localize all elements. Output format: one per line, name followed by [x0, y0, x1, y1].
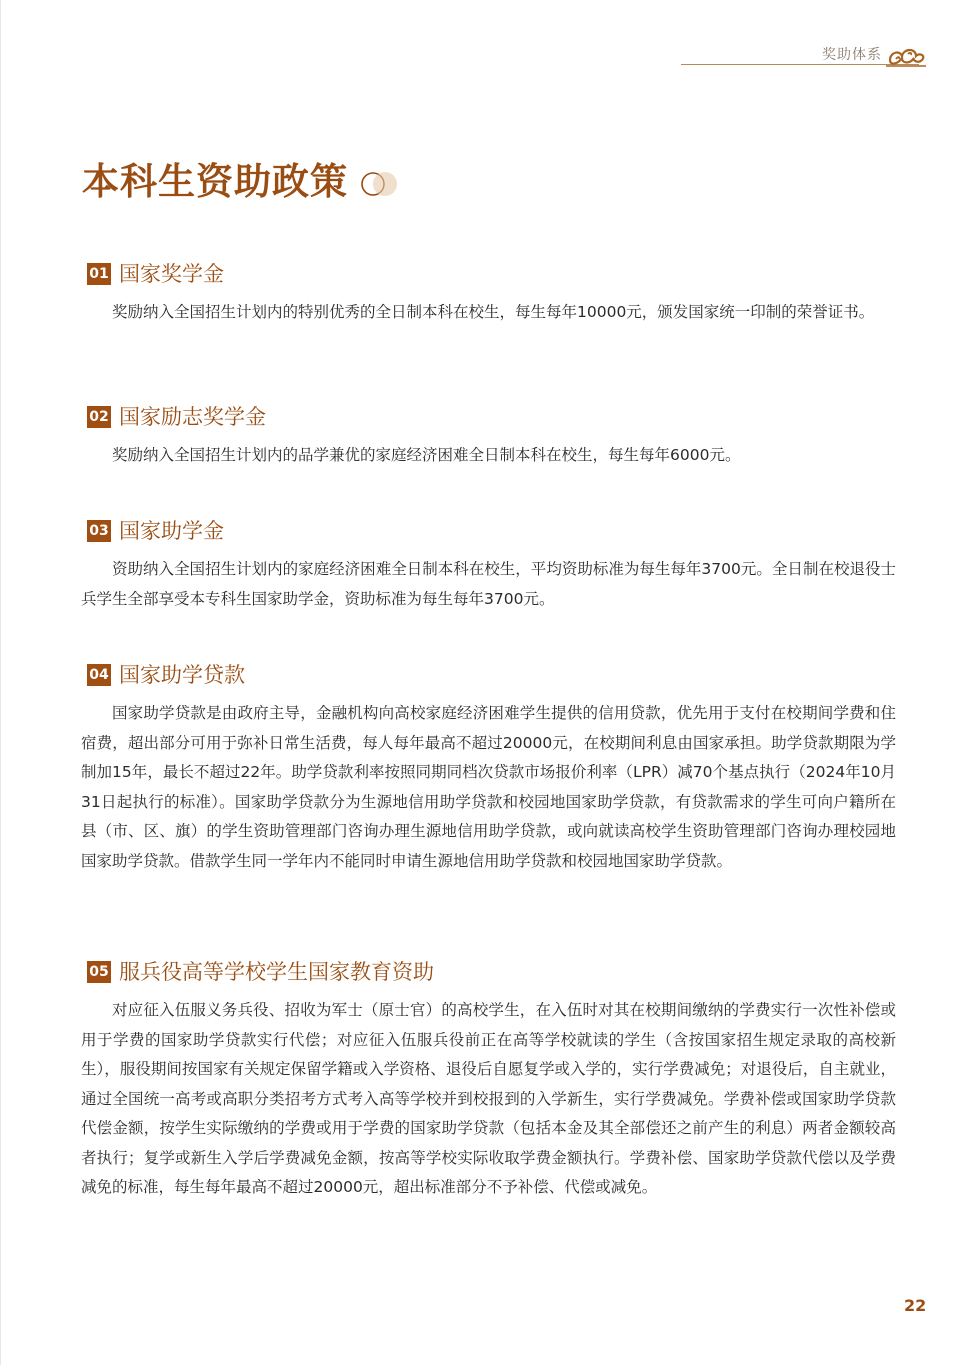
section-body: 奖励纳入全国招生计划内的品学兼优的家庭经济困难全日制本科在校生，每生每年6000元。 — [112, 446, 741, 464]
section-heading — [81, 517, 896, 547]
section-body: 对应征入伍服义务兵役、招收为军士（原士官）的高校学生，在入伍时对其在校期间缴纳的学费实行一次性补偿或用于学费的国家助学贷款实行代偿；对应征入伍服兵役前正在高等学校就读的学生（含按国家招生规定录取的高校新生），服役期间按国家有关规定保留学籍或入学资格、退役后自愿复学或入学的，实行学费减免；对退役后，自主就业，通过全国统一高考或高职分类招考方式考入高等学校并到校报到的入学新生，实行学费减免。学费补偿或国家助学贷款代偿金额，按学生实际缴纳的学费或用于学费的国家助学贷款（包括本金及其全部偿还之前产生的利息）两者金额较高者执行；复学或新生入学后学费减免金额，按高等学校实际收取学费金额执行。学费补偿、国家助学贷款代偿以及学费减免的标准，每生每年最高不超过20000元，超出标准部分不予补偿、代偿或减免。 — [81, 1001, 896, 1196]
section-body: 国家助学贷款是由政府主导，金融机构向高校家庭经济困难学生提供的信用贷款，优先用于支付在校期间学费和住宿费，超出部分可用于弥补日常生活费，每人每年最高不超过20000元，在校期间利息由国家承担。助学贷款期限为学制加15年，最长不超过22年。助学贷款利率按照同期同档次贷款市场报价利率（LPR）减70个基点执行（2024年10月31日起执行的标准）。国家助学贷款分为生源地信用助学贷款和校园地国家助学贷款，有贷款需求的学生可向户籍所在县（市、区、旗）的学生资助管理部门咨询办理生源地信用助学贷款，或向就读高校学生资助管理部门咨询办理校园地国家助学贷款。借款学生同一学年内不能同时申请生源地信用助学贷款和校园地国家助学贷款。 — [81, 704, 896, 870]
section-heading — [81, 661, 896, 691]
header-rule — [681, 64, 919, 65]
section-national-scholarship — [81, 260, 896, 328]
section-military-service-aid — [81, 958, 896, 1203]
cloud-ornament-icon — [886, 42, 926, 70]
section-title: 国家奖学金 — [119, 262, 224, 286]
section-body: 资助纳入全国招生计划内的家庭经济困难全日制本科在校生，平均资助标准为每生每年3700元。全日制在校退役士兵学生全部享受本专科生国家助学金，资助标准为每生每年3700元。 — [81, 560, 896, 608]
section-number-badge: 04 — [87, 664, 111, 686]
section-heading — [81, 403, 896, 433]
section-number-badge: 02 — [87, 406, 111, 428]
running-header — [681, 40, 926, 70]
page-title: 本科生资助政策 — [82, 160, 348, 203]
section-title: 国家助学金 — [119, 519, 224, 543]
section-title: 服兵役高等学校学生国家教育资助 — [119, 960, 434, 984]
section-title: 国家励志奖学金 — [119, 405, 266, 429]
section-heading — [81, 958, 896, 988]
section-body: 奖励纳入全国招生计划内的特别优秀的全日制本科在校生，每生每年10000元，颁发国家统一印制的荣誉证书。 — [112, 303, 875, 321]
section-number-badge: 03 — [87, 520, 111, 542]
circles-decoration-icon — [359, 168, 401, 200]
section-title: 国家助学贷款 — [119, 663, 245, 687]
section-number-badge: 01 — [87, 263, 111, 285]
header-section-label: 奖助体系 — [822, 47, 882, 63]
section-national-grant — [81, 517, 896, 614]
section-heading — [81, 260, 896, 290]
section-inspirational-scholarship — [81, 403, 896, 471]
section-student-loan — [81, 661, 896, 876]
page-number: 22 — [904, 1296, 927, 1315]
section-number-badge: 05 — [87, 961, 111, 983]
